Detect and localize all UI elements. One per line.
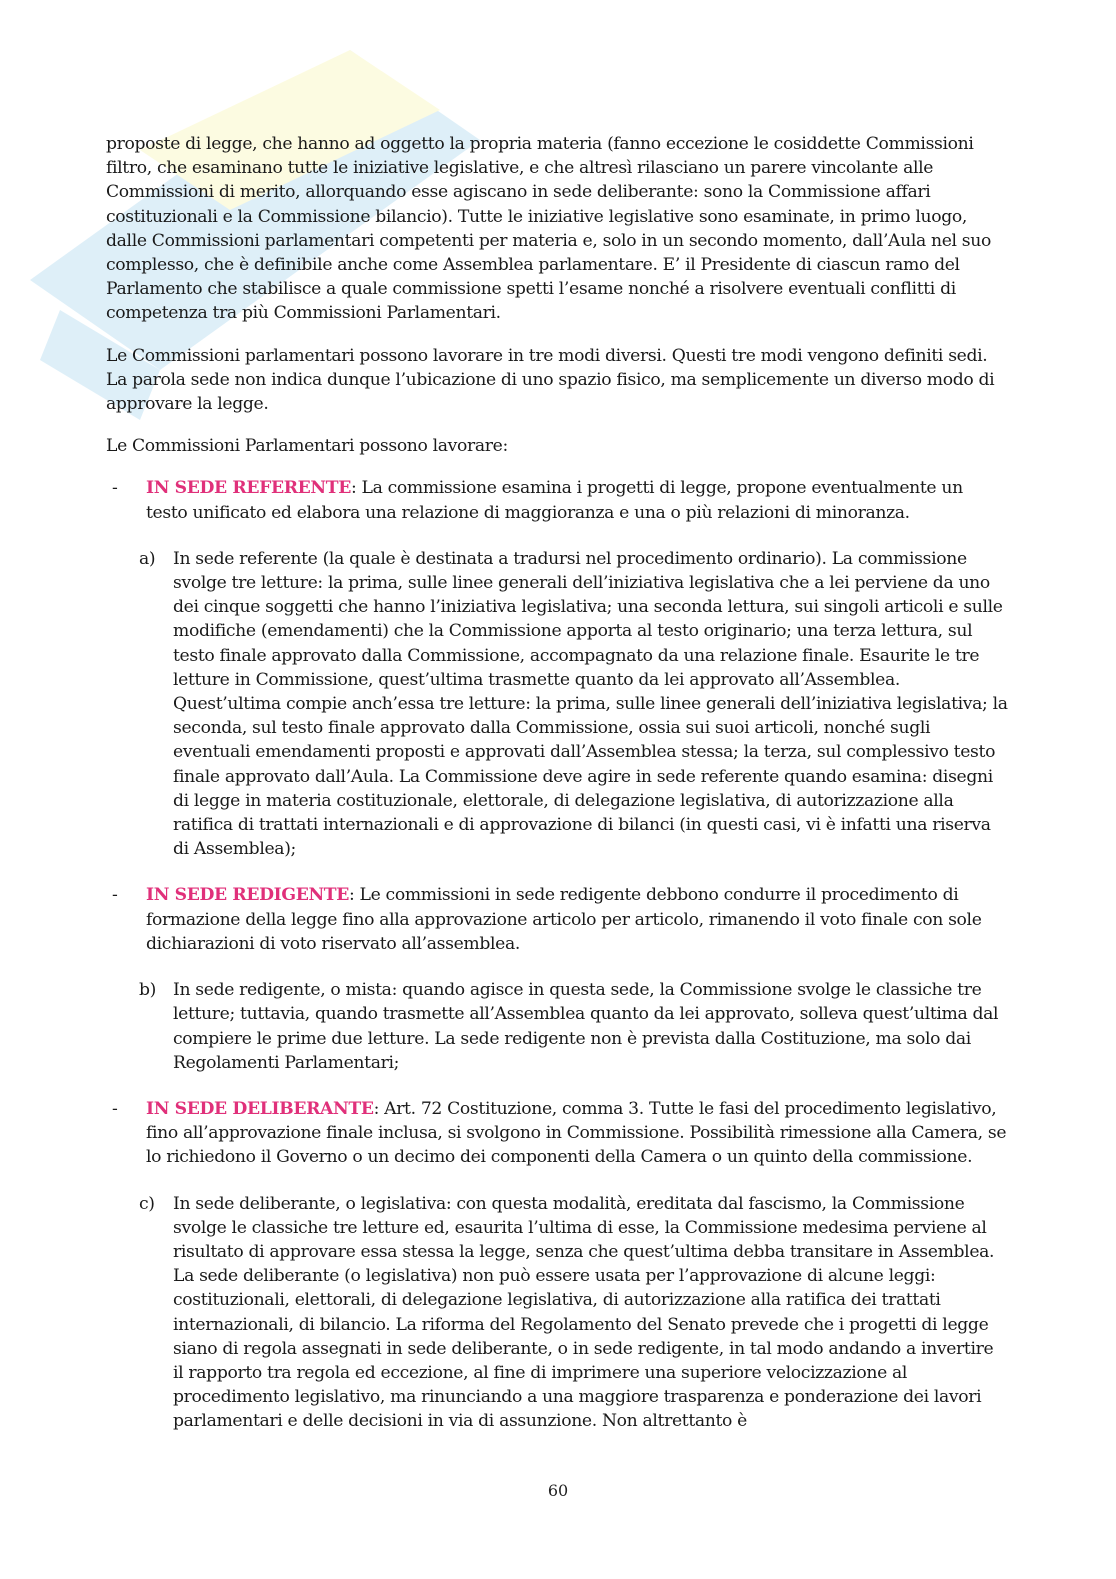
sub-item-c-text: In sede deliberante, o legislativa: con questa modalità, ereditata dal fascismo, la Commissione svolge le classiche tre letture ed, esaurita l’ultima di esse, la Commissione medesima perviene al risultato di approvare essa stessa la legge, senza che quest’ultima debba transitare in Assemblea. La sede deliberante (o legislativa) non può essere usata per l’approvazione di alcune leggi: costituzionali, elettorali, di delegazione legislativa, di autorizzazione alla ratifica dei trattati internazionali, di bilancio. La riforma del Regolamento del Senato prevede che i progetti di legge siano di regola assegnati in sede deliberante, o in sede redigente, in tal modo andando a invertire il rapporto tra regola ed eccezione, al fine di imprimere una superiore velocizzazione al procedimento legislativo, ma rinunciando a una maggiore trasparenza e ponderazione dei lavori parlamentari e delle decisioni in via di assunzione. Non altrettanto è: [173, 1193, 995, 1432]
heading-referente: IN SEDE REFERENTE: [146, 478, 351, 499]
list-dash: -: [112, 885, 118, 906]
list-marker: c): [139, 1193, 155, 1214]
paragraph-intro: proposte di legge, che hanno ad oggetto la propria materia (fanno eccezione le cosiddette Commissioni filtro, che esaminano tutte le iniziative legislative, e che altresì rilasciano un parere vincolante alle Commissioni di merito, allorquando esse agiscano in sede deliberante: sono la Commissione affari costituzionali e la Commissione bilancio). Tutte le iniziative legislative sono esaminate, in primo luogo, dalle Commissioni parlamentari competenti per materia e, solo in un secondo momento, dall’Aula nel suo complesso, che è definibile anche come Assemblea parlamentare. E’ il Presidente di ciascun ramo del Parlamento che stabilisce a quale commissione spetti l’esame nonché a risolvere eventuali conflitti di competenza tra più Commissioni Parlamentari.: [106, 134, 991, 324]
redigente-text: : Le commissioni in sede redigente debbono condurre il procedimento di formazione della legge fino alla approvazione articolo per articolo, rimanendo il voto finale con sole dichiarazioni di voto riservato all’assemblea.: [146, 885, 982, 954]
page-number: 60: [547, 1481, 569, 1500]
list-item-referente: [106, 476, 1008, 524]
document-body: [106, 132, 1008, 1456]
list-marker: a): [139, 548, 156, 569]
sub-item-a-text: In sede referente (la quale è destinata a tradursi nel procedimento ordinario). La commissione svolge tre letture: la prima, sulle linee generali dell’iniziativa legislativa che a lei perviene da uno dei cinque soggetti che hanno l’iniziativa legislativa; una seconda lettura, sui singoli articoli e sulle modifiche (emendamenti) che la Commissione apporta al testo originario; una terza lettura, sul testo finale approvato dalla Commissione, accompagnato da una relazione finale. Esaurite le tre letture in Commissione, quest’ultima trasmette quanto da lei approvato all’Assemblea. Quest’ultima compie anch’essa tre letture: la prima, sulle linee generali dell’iniziativa legislativa; la seconda, sul testo finale approvato dalla Commissione, ossia sui suoi articoli, nonché sugli eventuali emendamenti proposti e approvati dall’Assemblea stessa; la terza, sul complessivo testo finale approvato dall’Aula. La Commissione deve agire in sede referente quando esamina: disegni di legge in materia costituzionale, elettorale, di delegazione legislativa, di autorizzazione alla ratifica di trattati internazionali e di approvazione di bilanci (in questi casi, vi è infatti una riserva di Assemblea);: [173, 548, 1008, 860]
sub-item-a: [106, 547, 1008, 862]
heading-redigente: IN SEDE REDIGENTE: [146, 885, 349, 906]
list-item-redigente: [106, 883, 1008, 956]
sub-item-b-text: In sede redigente, o mista: quando agisce in questa sede, la Commissione svolge le classiche tre letture; tuttavia, quando trasmette all’Assemblea quanto da lei approvato, solleva quest’ultima dal compiere le prime due letture. La sede redigente non è prevista dalla Costituzione, ma solo dai Regolamenti Parlamentari;: [173, 980, 999, 1073]
list-dash: -: [112, 1098, 118, 1119]
list-dash: -: [112, 478, 118, 499]
paragraph-sedi: Le Commissioni parlamentari possono lavorare in tre modi diversi. Questi tre modi vengono definiti sedi. La parola sede non indica dunque l’ubicazione di uno spazio fisico, ma semplicemente un diverso modo di approvare la legge.: [106, 345, 995, 415]
paragraph-lavorare: Le Commissioni Parlamentari possono lavorare:: [106, 436, 508, 457]
sub-item-c: [106, 1192, 1008, 1434]
referente-text: : La commissione esamina i progetti di legge, propone eventualmente un testo unificato ed elabora una relazione di maggioranza e una o più relazioni di minoranza.: [146, 478, 963, 523]
deliberante-text: : Art. 72 Costituzione, comma 3. Tutte le fasi del procedimento legislativo, fino all’approvazione finale inclusa, si svolgono in Commissione. Possibilità rimessione alla Camera, se lo richiedono il Governo o un decimo dei componenti della Camera o un quinto della commissione.: [146, 1098, 1007, 1168]
sub-item-b: [106, 978, 1008, 1075]
list-marker: b): [139, 980, 157, 1001]
list-item-deliberante: [106, 1097, 1008, 1170]
heading-deliberante: IN SEDE DELIBERANTE: [146, 1098, 374, 1119]
